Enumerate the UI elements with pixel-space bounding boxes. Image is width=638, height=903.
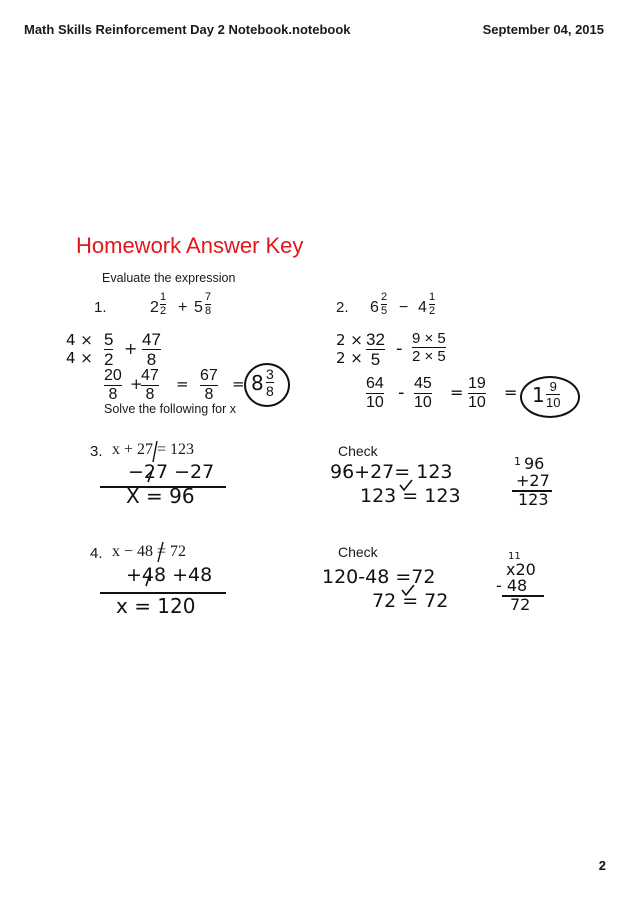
fraction-denominator: 8 [145, 386, 155, 403]
problem1-whole2: 5 [194, 299, 203, 316]
problem3-check-label: Check [338, 443, 378, 459]
page-date: September 04, 2015 [482, 22, 604, 37]
fraction-numerator: 32 [366, 330, 385, 349]
fraction-numerator: 47 [141, 367, 159, 384]
problem3-check-line1: 96+27= 123 [330, 461, 453, 483]
file-name: Math Skills Reinforcement Day 2 Notebook.notebook [24, 22, 351, 37]
fraction-numerator: 3 [266, 366, 274, 382]
p1-step1-plus: + [124, 339, 138, 358]
fraction-denominator: 8 [266, 383, 274, 399]
p1-answer-whole: 8 [251, 371, 264, 395]
fraction-numerator: 64 [366, 375, 384, 392]
problem4-answer: x = 120 [116, 594, 196, 618]
fraction-denominator: 10 [366, 394, 384, 411]
strike-mark [146, 574, 150, 586]
problem4-check-label: Check [338, 544, 378, 560]
fraction-numerator: 2 [381, 291, 388, 303]
instruction-evaluate: Evaluate the expression [102, 271, 236, 285]
fraction-denominator: 2 [160, 305, 167, 317]
fraction-numerator: 7 [205, 291, 212, 303]
p2-step1-minus: - [396, 338, 403, 359]
fraction-denominator: 5 [370, 350, 381, 369]
p1-step2-equals1: = [176, 375, 189, 393]
fraction-numerator: 19 [468, 375, 486, 392]
fraction-numerator: 67 [200, 367, 218, 384]
problem2-number: 2. [336, 299, 349, 316]
problem3-check-line2: 123 = 123 [360, 485, 461, 507]
fraction-denominator: 5 [381, 305, 388, 317]
fraction-denominator: 10 [546, 395, 561, 410]
p1-step1-mult-bot: 4 × [66, 349, 93, 367]
problem2-minus: − [399, 299, 409, 316]
fraction-denominator: 2 [104, 350, 114, 369]
p1-step2-equals2: = [232, 375, 245, 393]
fraction-denominator: 10 [414, 394, 432, 411]
fraction-numerator: 5 [104, 330, 114, 349]
p2-step1-mult-top: 2 × [336, 331, 363, 349]
p1-step2-plus: + [130, 375, 143, 393]
p1-step1-mult-top: 4 × [66, 331, 93, 349]
fraction-denominator: 8 [146, 350, 157, 369]
problem3-carry: 1 [514, 455, 521, 468]
page-number: 2 [598, 858, 606, 873]
problem4-subtraction-top: x20 [506, 560, 536, 579]
problem2-whole2: 4 [418, 299, 427, 316]
strike-mark [148, 471, 152, 482]
p2-answer-whole: 1 [532, 383, 545, 407]
problem3-addition-result: 123 [518, 490, 549, 509]
problem4-subtraction-result: 72 [510, 595, 531, 614]
fraction-numerator: 20 [104, 367, 122, 384]
problem4-equation: x − 48 = 72 [112, 543, 187, 560]
strike-mark [158, 542, 163, 562]
p2-step2-equals1: = [450, 383, 464, 402]
problem3-number: 3. [90, 443, 103, 460]
page-title: Homework Answer Key [76, 233, 304, 258]
fraction-numerator: 47 [142, 330, 161, 349]
fraction-denominator: 8 [108, 386, 118, 403]
problem2-whole1: 6 [370, 299, 379, 316]
fraction-numerator: 9 [549, 379, 557, 394]
instruction-solve: Solve the following for x [104, 402, 237, 416]
problem3-answer: X = 96 [126, 484, 195, 508]
strike-mark [153, 441, 157, 462]
problem4-number: 4. [90, 545, 103, 562]
p2-step1-mult-bot: 2 × [336, 349, 363, 367]
problem4-check-line2: 72 = 72 [372, 590, 449, 612]
fraction-denominator: 8 [204, 386, 214, 403]
fraction-numerator: 1 [160, 291, 167, 303]
fraction-numerator: 9 × 5 [412, 330, 446, 347]
problem3-addition-mid: +27 [516, 471, 550, 490]
problem4-subtraction-mid: - 48 [496, 576, 528, 595]
problem4-borrow: 11 [508, 551, 521, 562]
problem1-whole1: 2 [150, 299, 159, 316]
fraction-denominator: 10 [468, 394, 486, 411]
p2-step2-equals2: = [504, 383, 518, 402]
problem4-work: +48 +48 [126, 564, 213, 586]
fraction-denominator: 2 × 5 [412, 348, 446, 365]
problem3-work: −27 −27 [128, 461, 215, 483]
problem4-check-line1: 120-48 =72 [322, 566, 436, 588]
check-mark-icon [402, 585, 414, 595]
fraction-numerator: 1 [429, 291, 436, 303]
check-mark-icon [400, 480, 412, 490]
problem1-number: 1. [94, 299, 107, 316]
p2-step2-minus: - [398, 382, 405, 403]
fraction-denominator: 8 [205, 305, 212, 317]
fraction-numerator: 45 [414, 375, 432, 392]
fraction-denominator: 2 [429, 305, 436, 317]
problem3-equation: x + 27 = 123 [112, 441, 195, 458]
problem3-addition-top: 96 [524, 454, 545, 473]
problem1-plus: + [178, 299, 188, 316]
